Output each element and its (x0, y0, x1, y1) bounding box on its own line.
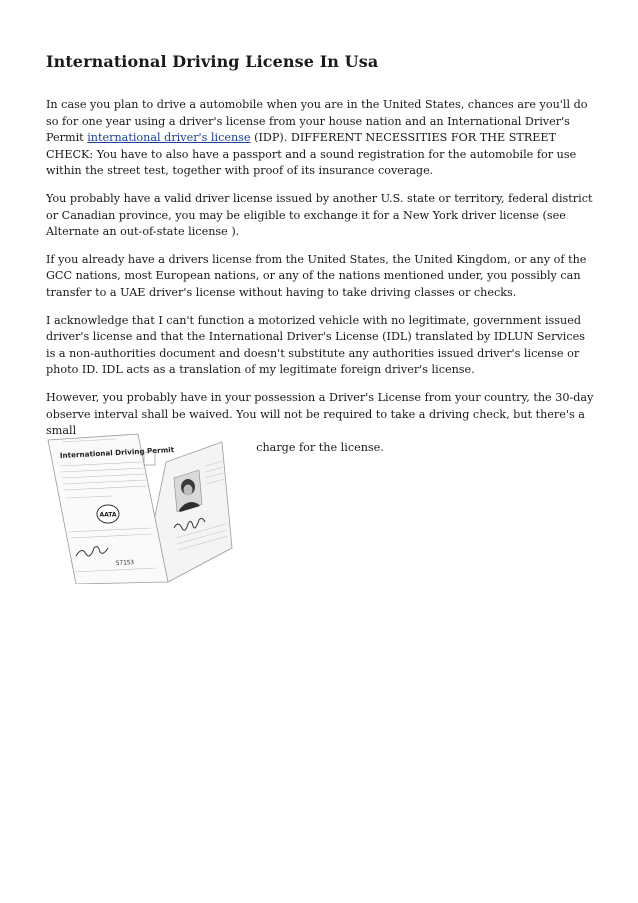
paragraph-1-text-start: In case you plan to drive a automobile when you are in the United States, chances are you'll do so for one year using a driver's license from your house nation and an International Driver's Permit (46, 98, 588, 145)
paragraph-2: You probably have a valid driver license issued by another U.S. state or territory, federal district or Canadian province, you may be eligible to exchange it for a New York driver license (see Alternate an out-of-state license ). (46, 191, 593, 239)
article-body (46, 97, 594, 456)
page-title: International Driving License In Usa (46, 52, 379, 71)
idp-link[interactable]: international driver's license (87, 131, 251, 145)
permit-heading: International Driving Permit (59, 445, 175, 460)
paragraph-1 (46, 97, 594, 180)
paragraph-4: I acknowledge that I can't function a motorized vehicle with no legitimate, government issued driver's license and that the International Driver's License (IDL) translated by IDLUN Services is a non-authorities document and doesn't substitute any authorities issued driver's license or photo ID. IDL acts as a translation of my legitimate foreign driver's license. (46, 313, 585, 377)
photo-face-shape (184, 485, 193, 496)
permit-image (46, 432, 246, 584)
paragraph-1-text-end: (IDP). DIFFERENT NECESSITIES FOR THE STREET CHECK: You have to also have a passport and a sound registration for the automobile for use within the street test, together with proof of its insurance coverage. (46, 131, 577, 178)
paragraph-5-tail: charge for the license. (256, 440, 384, 454)
paragraph-3: If you already have a drivers license from the United States, the United Kingdom, or any of the GCC nations, most European nations, or any of the nations mentioned under, you possibly can transfer to a UAE driver's license without having to take driving classes or checks. (46, 252, 587, 299)
permit-booklet-illustration (46, 432, 246, 584)
permit-serial: 57153 (115, 559, 135, 567)
aata-seal-text: AATA (99, 511, 117, 519)
paragraph-5-text: However, you probably have in your possession a Driver's License from your country, the 30-day observe interval shall be waived. You will not be required to take a driving check, but there's a small (46, 390, 594, 438)
